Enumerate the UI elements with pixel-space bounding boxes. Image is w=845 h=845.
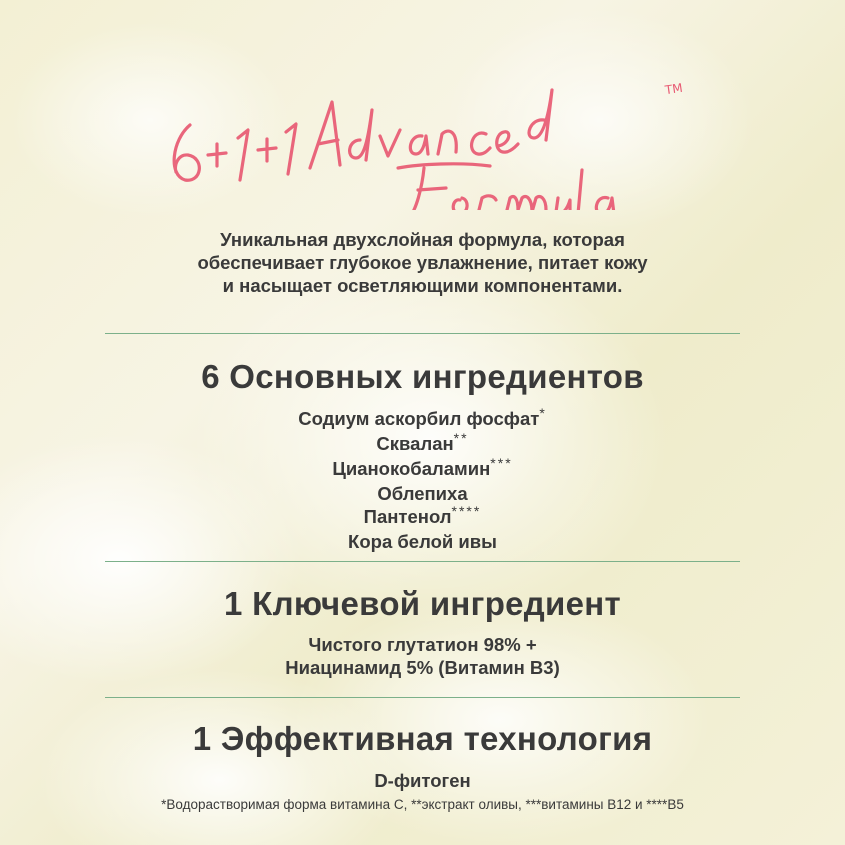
intro-line: Уникальная двухслойная формула, которая (220, 229, 625, 250)
script-title-logo (160, 40, 700, 210)
section-heading-main-ingredients: 6 Основных ингредиентов (201, 358, 644, 395)
list-item: D-фитоген (374, 770, 471, 791)
section-divider (105, 333, 740, 334)
footnote-mark: * (539, 405, 547, 421)
trademark-mark: TM (664, 80, 684, 98)
section-divider (105, 561, 740, 562)
section-heading-technology: 1 Эффективная технология (192, 720, 653, 757)
list-item: Ниацинамид 5% (Витамин В3) (285, 657, 560, 678)
key-ingredient-list (0, 633, 845, 679)
footnote-mark: *** (490, 455, 513, 471)
footnote-text: *Водорастворимая форма витамина С, **экстракт оливы, ***витамины В12 и ****В5 (161, 797, 684, 812)
intro-line: и насыщает осветляющими компонентами. (222, 275, 623, 296)
list-item: Кора белой ивы (348, 531, 497, 552)
list-item: Пантенол**** (363, 503, 482, 527)
list-item: Облепиха (377, 483, 468, 504)
main-ingredients-list (0, 407, 845, 553)
list-item: Сквалан** (376, 430, 469, 454)
footnote-mark: ** (453, 430, 469, 446)
intro-text (0, 228, 845, 297)
intro-line: обеспечивает глубокое увлажнение, питает кожу (197, 252, 648, 273)
section-divider (105, 697, 740, 698)
list-item: Чистого глутатион 98% + (308, 634, 537, 655)
section-heading-key-ingredient: 1 Ключевой ингредиент (224, 585, 621, 622)
footnote-mark: **** (451, 503, 482, 519)
list-item: Содиум аскорбил фосфат* (298, 405, 547, 429)
technology-list (0, 769, 845, 792)
list-item: Цианокобаламин*** (332, 455, 513, 479)
